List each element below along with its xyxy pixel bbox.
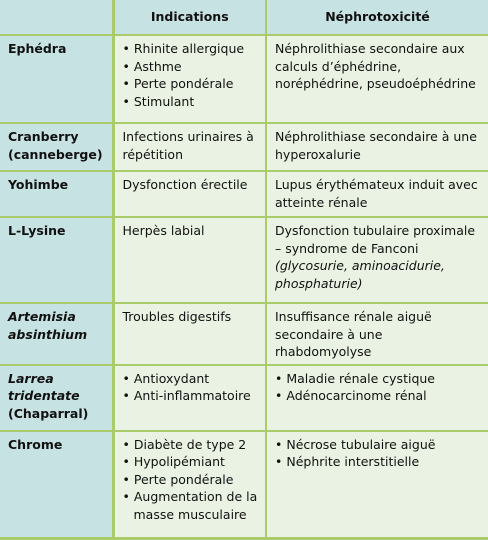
indications-list <box>123 40 260 110</box>
list-item: • Adénocarcinome rénal <box>275 387 482 405</box>
list-item: • Antioxydant <box>123 370 260 388</box>
list-item: • Maladie rénale cystique <box>275 370 482 388</box>
product-name: Cranberry (canneberge) <box>0 123 113 171</box>
nephrotoxicity-cell: Néphrolithiase secondaire aux calculs d’éphédrine, noréphédrine, pseudoéphédrine <box>266 35 488 123</box>
product-name: Yohimbe <box>0 171 113 217</box>
product-name: Artemisia absinthium <box>0 303 113 365</box>
table-row <box>0 217 488 303</box>
list-item: • Diabète de type 2 <box>123 436 260 454</box>
product-name: Ephédra <box>0 35 113 123</box>
indications-cell <box>113 431 266 539</box>
nephrotoxicity-cell <box>266 217 488 303</box>
nephrotoxicity-cell: Lupus érythémateux induit avec atteinte rénale <box>266 171 488 217</box>
nephrotoxicity-cell <box>266 365 488 431</box>
list-item: • Perte pondérale <box>123 75 260 93</box>
table-row <box>0 303 488 365</box>
table-row <box>0 365 488 431</box>
list-item: • Rhinite allergique <box>123 40 260 58</box>
list-item: • Perte pondérale <box>123 471 260 489</box>
table-row <box>0 431 488 539</box>
list-item: • Néphrite interstitielle <box>275 453 482 471</box>
nephrotoxicity-cell <box>266 431 488 539</box>
nephrotoxicity-note: (glycosurie, aminoacidurie, phosphaturie) <box>275 258 445 291</box>
header-nephrotoxicity: Néphrotoxicité <box>266 0 488 35</box>
list-item: • Augmentation de la masse musculaire <box>123 488 260 523</box>
header-indications: Indications <box>113 0 266 35</box>
nephrotoxicity-text: Dysfonction tubulaire proximale – syndrome de Fanconi <box>275 223 476 256</box>
list-item: • Nécrose tubulaire aiguë <box>275 436 482 454</box>
nephrotoxicity-cell: Insuffisance rénale aiguë secondaire à une rhabdomyolyse <box>266 303 488 365</box>
header-row <box>0 0 488 35</box>
list-item: • Asthme <box>123 58 260 76</box>
table-row <box>0 171 488 217</box>
product-name <box>0 365 113 431</box>
indications-cell <box>113 365 266 431</box>
nephrotoxicity-cell: Néphrolithiase secondaire à une hyperoxalurie <box>266 123 488 171</box>
indications-cell: Infections urinaires à répétition <box>113 123 266 171</box>
product-name: L-Lysine <box>0 217 113 303</box>
indications-cell: Troubles digestifs <box>113 303 266 365</box>
indications-list <box>123 436 260 524</box>
indications-cell <box>113 35 266 123</box>
nephrotoxicity-list <box>275 370 482 405</box>
indications-cell: Dysfonction érectile <box>113 171 266 217</box>
indications-list <box>123 370 260 405</box>
header-corner <box>0 0 113 35</box>
list-item: • Hypolipémiant <box>123 453 260 471</box>
table-row <box>0 35 488 123</box>
product-name-latin: Larrea tridentate <box>8 370 80 403</box>
product-name-common: (Chaparral) <box>8 405 89 421</box>
indications-cell: Herpès labial <box>113 217 266 303</box>
list-item: • Anti-inflammatoire <box>123 387 260 405</box>
list-item: • Stimulant <box>123 93 260 111</box>
nephrotoxicity-list <box>275 436 482 471</box>
table-row <box>0 123 488 171</box>
product-name: Chrome <box>0 431 113 539</box>
